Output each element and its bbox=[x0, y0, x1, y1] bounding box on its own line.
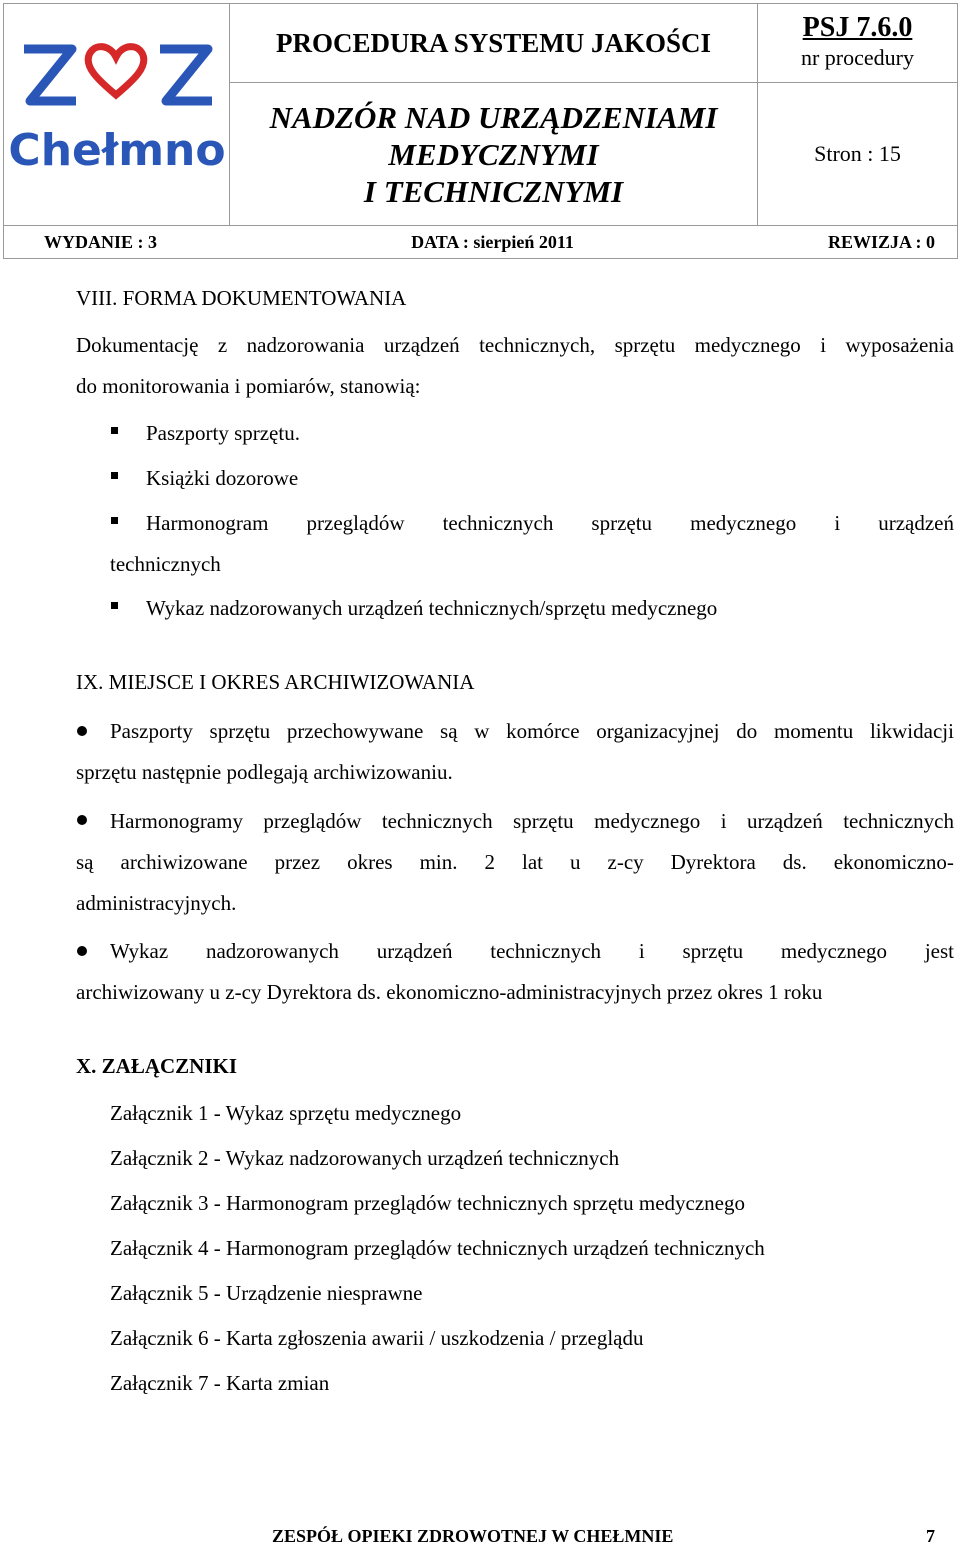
attachment-item: Załącznik 3 - Harmonogram przeglądów technicznych sprzętu medycznego bbox=[110, 1191, 745, 1215]
word: okres bbox=[347, 850, 393, 874]
list-item-continuation: technicznych bbox=[110, 552, 221, 576]
list-item: Paszporty sprzętu. bbox=[146, 421, 300, 445]
word: lat bbox=[522, 850, 543, 874]
word: przez bbox=[274, 850, 321, 874]
attachment-item: Załącznik 2 - Wykaz nadzorowanych urządzeń technicznych bbox=[110, 1146, 620, 1170]
revision: REWIZJA : 0 bbox=[827, 231, 935, 252]
word: i bbox=[720, 809, 727, 833]
word: medycznego bbox=[690, 511, 797, 535]
word: technicznych bbox=[843, 809, 954, 833]
word: ds. bbox=[782, 850, 807, 874]
word: i bbox=[834, 511, 841, 535]
word: momentu bbox=[773, 719, 854, 743]
word: jest bbox=[924, 939, 954, 963]
word: i bbox=[638, 939, 645, 963]
word: ekonomiczno- bbox=[833, 850, 954, 874]
list-item: Wykaz nadzorowanych urządzeń technicznych/sprzętu medycznego bbox=[146, 596, 718, 620]
paragraph-line bbox=[76, 333, 954, 358]
page-count: Stron : 15 bbox=[758, 83, 958, 226]
word: wyposażenia bbox=[845, 333, 954, 357]
word: sprzętu bbox=[209, 719, 271, 743]
attachment-item: Załącznik 6 - Karta zgłoszenia awarii / uszkodzenia / przeglądu bbox=[110, 1326, 644, 1350]
section-title: X. ZAŁĄCZNIKI bbox=[76, 1054, 238, 1078]
word: Harmonogram bbox=[146, 511, 269, 535]
subject-line: MEDYCZNYMI bbox=[388, 136, 599, 172]
word: nadzorowania bbox=[246, 333, 365, 357]
procedure-subject bbox=[230, 83, 758, 226]
paragraph-line bbox=[110, 939, 954, 964]
word: z bbox=[217, 333, 228, 357]
logo-text: Chełmno bbox=[9, 125, 224, 176]
document-header bbox=[3, 3, 958, 259]
word: sprzętu bbox=[682, 939, 744, 963]
word: Harmonogramy bbox=[110, 809, 243, 833]
word: z-cy bbox=[607, 850, 644, 874]
word: sprzętu bbox=[513, 809, 574, 833]
word: są bbox=[440, 719, 458, 743]
word: medycznego bbox=[594, 809, 701, 833]
word: sprzętu bbox=[614, 333, 676, 357]
paragraph-line: do monitorowania i pomiarów, stanowią: bbox=[76, 374, 421, 398]
subject-line: I TECHNICZNYMI bbox=[363, 173, 624, 209]
word: u bbox=[570, 850, 581, 874]
word: organizacyjnej bbox=[596, 719, 720, 743]
paragraph-line: administracyjnych. bbox=[76, 891, 237, 915]
attachment-item: Załącznik 1 - Wykaz sprzętu medycznego bbox=[110, 1101, 462, 1125]
word: urządzeń bbox=[383, 333, 460, 357]
word: medycznego bbox=[694, 333, 801, 357]
list-item bbox=[146, 511, 954, 536]
word: technicznych bbox=[381, 809, 493, 833]
word: technicznych, bbox=[479, 333, 596, 357]
word: komórce bbox=[506, 719, 580, 743]
footer-page-number: 7 bbox=[926, 1526, 935, 1546]
word: technicznych bbox=[442, 511, 554, 535]
bullet-icon bbox=[77, 815, 87, 825]
procedure-code: PSJ 7.6.0 bbox=[802, 12, 913, 43]
word: Paszporty bbox=[110, 719, 193, 743]
edition: WYDANIE : 3 bbox=[44, 231, 158, 252]
subject-line: NADZÓR NAD URZĄDZENIAMI bbox=[269, 99, 718, 135]
procedure-code-label: nr procedury bbox=[800, 45, 914, 70]
paragraph-line: archiwizowany u z-cy Dyrektora ds. ekonomiczno-administracyjnych przez okres 1 roku bbox=[76, 980, 823, 1004]
word: archiwizowane bbox=[120, 850, 248, 874]
square-bullet-icon bbox=[111, 427, 118, 434]
word: Wykaz bbox=[110, 939, 169, 963]
paragraph-line bbox=[110, 809, 954, 834]
word: technicznych bbox=[490, 939, 602, 963]
word: przeglądów bbox=[263, 809, 362, 833]
word: przeglądów bbox=[306, 511, 405, 535]
logo bbox=[4, 4, 230, 226]
date: DATA : sierpień 2011 bbox=[411, 231, 574, 252]
section-title: VIII. FORMA DOKUMENTOWANIA bbox=[76, 286, 407, 310]
word: i bbox=[820, 333, 827, 357]
word: Dyrektora bbox=[670, 850, 756, 874]
attachment-item: Załącznik 4 - Harmonogram przeglądów technicznych urządzeń technicznych bbox=[110, 1236, 765, 1260]
footer-organization: ZESPÓŁ OPIEKI ZDROWOTNEJ W CHEŁMNIE bbox=[272, 1526, 674, 1546]
paragraph-line bbox=[110, 719, 954, 744]
square-bullet-icon bbox=[111, 472, 118, 479]
square-bullet-icon bbox=[111, 517, 118, 524]
word: w bbox=[474, 719, 490, 743]
procedure-title: PROCEDURA SYSTEMU JAKOŚCI bbox=[230, 4, 758, 83]
procedure-code-cell bbox=[758, 4, 958, 83]
word: są bbox=[76, 850, 94, 874]
list-item: Książki dozorowe bbox=[146, 466, 299, 490]
word: urządzeń bbox=[376, 939, 453, 963]
section-title: IX. MIEJSCE I OKRES ARCHIWIZOWANIA bbox=[76, 670, 475, 694]
word: Dokumentację bbox=[76, 333, 199, 357]
word: urządzeń bbox=[878, 511, 954, 535]
bullet-icon bbox=[77, 726, 87, 736]
paragraph-line: sprzętu następnie podlegają archiwizowaniu. bbox=[76, 760, 453, 784]
word: urządzeń bbox=[746, 809, 823, 833]
word: sprzętu bbox=[591, 511, 653, 535]
word: 2 bbox=[484, 850, 495, 874]
edition-row bbox=[4, 226, 958, 259]
square-bullet-icon bbox=[111, 602, 118, 609]
word: likwidacji bbox=[869, 719, 954, 743]
word: min. bbox=[419, 850, 458, 874]
word: do bbox=[736, 719, 758, 743]
attachment-item: Załącznik 7 - Karta zmian bbox=[110, 1371, 330, 1395]
word: nadzorowanych bbox=[205, 939, 339, 963]
bullet-icon bbox=[77, 946, 87, 956]
word: medycznego bbox=[780, 939, 888, 963]
attachment-item: Załącznik 5 - Urządzenie niesprawne bbox=[110, 1281, 423, 1305]
word: przechowywane bbox=[286, 719, 424, 743]
zoz-chelmno-logo bbox=[10, 37, 224, 187]
paragraph-line bbox=[76, 850, 954, 875]
